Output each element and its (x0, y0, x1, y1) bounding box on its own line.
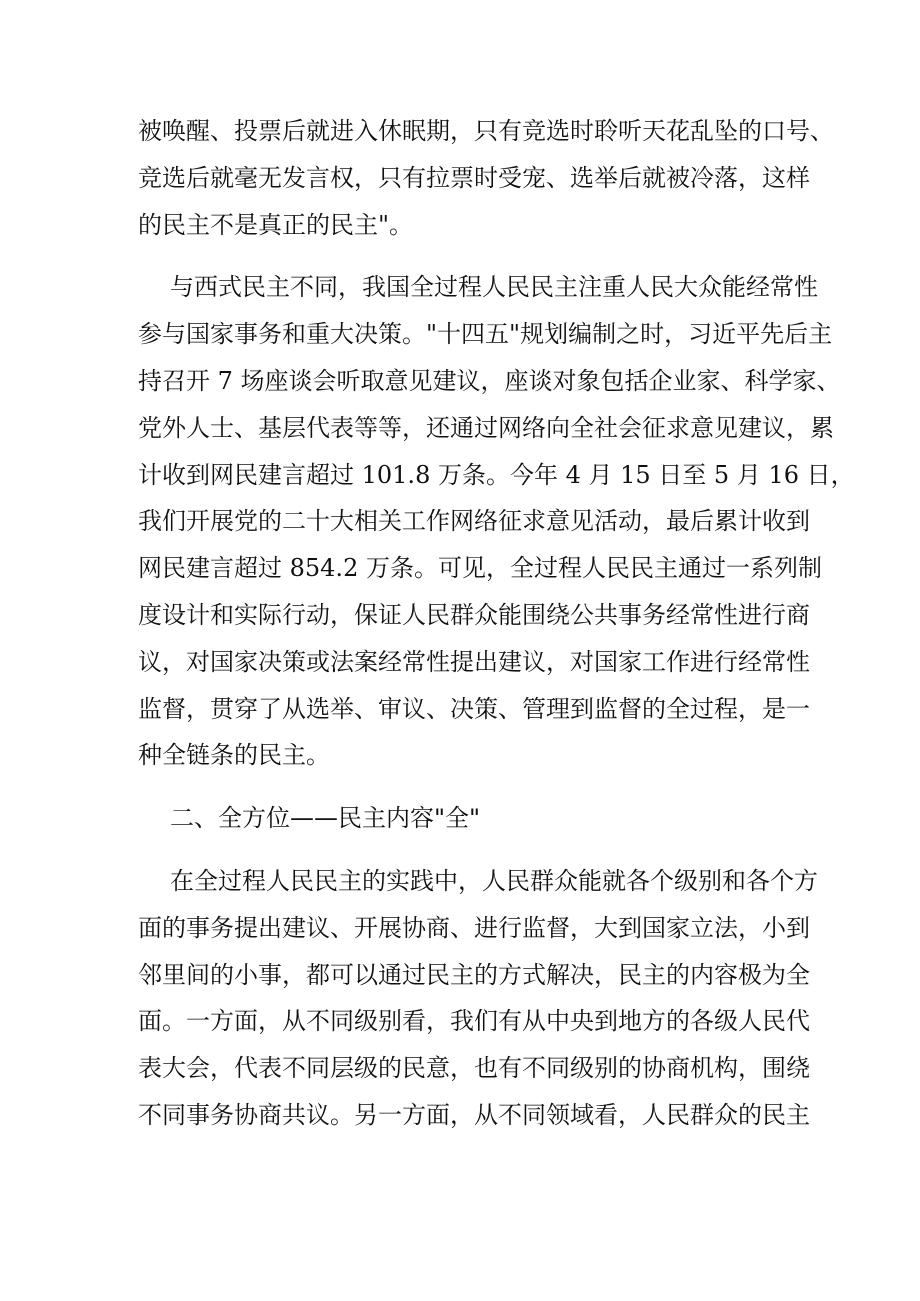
text-line: 党外人士、基层代表等等，还通过网络向全社会征求意见建议，累 (138, 413, 834, 442)
text-line: 被唤醒、投票后就进入休眠期，只有竞选时聆听天花乱坠的口号、 (138, 117, 834, 145)
paragraph-2 (138, 264, 855, 779)
text-line: 面的事务提出建议、开展协商、进行监督，大到国家立法，小到 (138, 913, 810, 942)
text-line: 的民主不是真正的民主"。 (138, 210, 414, 239)
text-line: 不同事务协商共议。另一方面，从不同领域看，人民群众的民主 (138, 1100, 810, 1129)
text-line: 竞选后就毫无发言权，只有拉票时受宠、选举后就被冷落，这样 (138, 163, 810, 192)
section-heading: 二、全方位——民主内容"全" (170, 804, 481, 833)
text-line: 度设计和实际行动，保证人民群众能围绕公共事务经常性进行商 (138, 600, 810, 629)
text-line: 我们开展党的二十大相关工作网络征求意见活动，最后累计收到 (138, 507, 810, 536)
text-line: 议，对国家决策或法案经常性提出建议，对国家工作进行经常性 (138, 647, 810, 676)
paragraph-1 (138, 108, 834, 248)
text-line: 持召开 7 场座谈会听取意见建议，座谈对象包括企业家、科学家、 (138, 366, 841, 395)
text-line: 参与国家事务和重大决策。"十四五"规划编制之时，习近平先后主 (138, 320, 833, 349)
text-line: 邻里间的小事，都可以通过民主的方式解决，民主的内容极为全 (138, 960, 810, 989)
text-line: 计收到网民建言超过 101.8 万条。今年 4 月 15 日至 5 月 16 日， (138, 460, 855, 489)
paragraph-3 (138, 858, 818, 1139)
text-line: 在全过程人民民主的实践中，人民群众能就各个级别和各个方 (170, 866, 818, 895)
text-line: 表大会，代表不同层级的民意，也有不同级别的协商机构，围绕 (138, 1054, 810, 1083)
text-line: 种全链条的民主。 (138, 741, 330, 770)
text-line: 监督，贯穿了从选举、审议、决策、管理到监督的全过程，是一 (138, 694, 810, 723)
document-body (138, 108, 855, 1155)
text-line: 网民建言超过 854.2 万条。可见，全过程人民民主通过一系列制 (138, 554, 822, 583)
text-line: 与西式民主不同，我国全过程人民民主注重人民大众能经常性 (170, 273, 818, 302)
text-line: 面。一方面，从不同级别看，我们有从中央到地方的各级人民代 (138, 1007, 810, 1036)
